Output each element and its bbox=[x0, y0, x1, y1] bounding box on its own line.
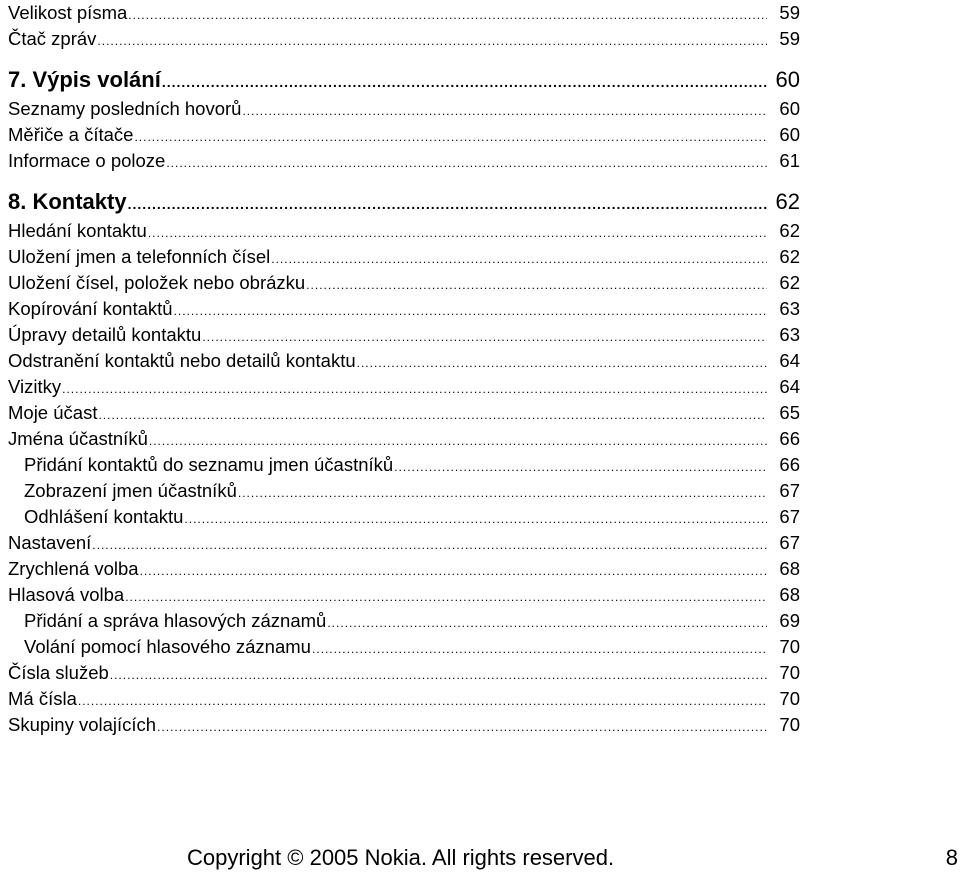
toc-entry-label: Odstranění kontaktů nebo detailů kontaktu bbox=[8, 350, 356, 371]
toc-entry-label: Jména účastníků bbox=[8, 428, 148, 449]
dot-leader bbox=[140, 558, 767, 584]
toc-entry-label: Odhlášení kontaktu bbox=[24, 506, 184, 527]
toc-entry-page: 70 bbox=[779, 662, 800, 683]
toc-entry-label: Uložení jmen a telefonních čísel bbox=[8, 246, 271, 267]
toc-entry-label: Zrychlená volba bbox=[8, 558, 139, 579]
dot-leader bbox=[394, 454, 767, 480]
dot-leader bbox=[110, 662, 767, 688]
dot-leader bbox=[184, 506, 767, 532]
toc-entry-page: 70 bbox=[779, 636, 800, 657]
dot-leader bbox=[92, 532, 767, 558]
toc-entry[interactable] bbox=[8, 660, 800, 686]
dot-leader bbox=[125, 584, 767, 610]
toc-entry-label: Hledání kontaktu bbox=[8, 220, 147, 241]
toc-entry-page: 60 bbox=[779, 124, 800, 145]
page-number: 8 bbox=[945, 845, 958, 870]
toc-entry[interactable] bbox=[8, 634, 800, 660]
toc-entry-label: Uložení čísel, položek nebo obrázku bbox=[8, 272, 306, 293]
toc-entry-page: 62 bbox=[779, 220, 800, 241]
toc-entry-page: 67 bbox=[779, 506, 800, 527]
toc-entry[interactable] bbox=[8, 608, 800, 634]
toc-entry-page: 63 bbox=[779, 298, 800, 319]
toc-entry[interactable] bbox=[8, 122, 800, 148]
toc-entry-label: Hlasová volba bbox=[8, 584, 125, 605]
dot-leader bbox=[128, 2, 767, 28]
toc-entry-label: Má čísla bbox=[8, 688, 77, 709]
toc-entry-page: 70 bbox=[779, 714, 800, 735]
dot-leader bbox=[174, 298, 767, 324]
toc-entry-label: Zobrazení jmen účastníků bbox=[24, 480, 237, 501]
copyright-notice: Copyright © 2005 Nokia. All rights reserved. bbox=[187, 845, 615, 870]
toc-entry-label: Volání pomocí hlasového záznamu bbox=[24, 636, 311, 657]
dot-leader bbox=[97, 28, 767, 54]
dot-leader bbox=[238, 480, 767, 506]
toc-entry-page: 59 bbox=[779, 28, 800, 49]
toc-entry[interactable] bbox=[8, 400, 800, 426]
toc-chapter-heading[interactable] bbox=[8, 52, 800, 96]
toc-entry-label: Vizitky bbox=[8, 376, 62, 397]
dot-leader bbox=[78, 688, 767, 714]
toc-entry-page: 67 bbox=[779, 532, 800, 553]
toc-entry-page: 69 bbox=[779, 610, 800, 631]
toc-entry-page: 60 bbox=[779, 98, 800, 119]
toc-entry-label: Čísla služeb bbox=[8, 662, 109, 683]
toc-entry-label: Přidání kontaktů do seznamu jmen účastníků bbox=[24, 454, 394, 475]
toc-entry-label: Nastavení bbox=[8, 532, 92, 553]
toc-entry-page: 68 bbox=[779, 584, 800, 605]
toc-entry[interactable] bbox=[8, 348, 800, 374]
dot-leader bbox=[62, 376, 767, 402]
dot-leader bbox=[149, 428, 767, 454]
toc-entry[interactable] bbox=[8, 96, 800, 122]
toc-entry-label: Měřiče a čítače bbox=[8, 124, 134, 145]
toc-entry-label: Přidání a správa hlasových záznamů bbox=[24, 610, 327, 631]
toc-entry-page: 62 bbox=[779, 246, 800, 267]
dot-leader bbox=[134, 124, 767, 150]
toc-entry-label: Velikost písma bbox=[8, 2, 128, 23]
toc-entry-page: 61 bbox=[779, 150, 800, 171]
toc-entry[interactable] bbox=[8, 452, 800, 478]
toc-entry[interactable] bbox=[8, 296, 800, 322]
toc-entry-label: Seznamy posledních hovorů bbox=[8, 98, 242, 119]
toc-entry-page: 66 bbox=[779, 428, 800, 449]
dot-leader bbox=[306, 272, 767, 298]
toc-entry-label: Informace o poloze bbox=[8, 150, 166, 171]
toc-entry-label: Moje účast bbox=[8, 402, 98, 423]
toc-entry-page: 68 bbox=[779, 558, 800, 579]
dot-leader bbox=[312, 636, 767, 662]
dot-leader bbox=[357, 350, 767, 376]
toc-entry-page: 62 bbox=[779, 272, 800, 293]
dot-leader bbox=[327, 610, 767, 636]
toc-entry-page: 66 bbox=[779, 454, 800, 475]
toc-entry-page: 67 bbox=[779, 480, 800, 501]
toc-entry-page: 59 bbox=[779, 2, 800, 23]
dot-leader bbox=[157, 714, 767, 740]
toc-entry-label: Skupiny volajících bbox=[8, 714, 157, 735]
toc-entry[interactable] bbox=[8, 582, 800, 608]
toc-entry[interactable] bbox=[8, 504, 800, 530]
table-of-contents bbox=[8, 0, 800, 738]
toc-entry-page: 64 bbox=[779, 350, 800, 371]
toc-entry-label: 8. Kontakty bbox=[8, 189, 127, 214]
toc-entry-label: 7. Výpis volání bbox=[8, 67, 161, 92]
toc-entry[interactable] bbox=[8, 244, 800, 270]
toc-entry[interactable] bbox=[8, 556, 800, 582]
toc-entry-label: Kopírování kontaktů bbox=[8, 298, 173, 319]
toc-entry[interactable] bbox=[8, 322, 800, 348]
toc-entry[interactable] bbox=[8, 686, 800, 712]
toc-chapter-heading[interactable] bbox=[8, 174, 800, 218]
toc-entry[interactable] bbox=[8, 0, 800, 26]
dot-leader bbox=[148, 220, 767, 246]
dot-leader bbox=[271, 246, 767, 272]
toc-entry-page: 62 bbox=[775, 189, 800, 214]
toc-entry-page: 65 bbox=[779, 402, 800, 423]
toc-entry-label: Čtač zpráv bbox=[8, 28, 97, 49]
toc-entry[interactable] bbox=[8, 270, 800, 296]
toc-entry-label: Úpravy detailů kontaktu bbox=[8, 324, 202, 345]
toc-entry-page: 64 bbox=[779, 376, 800, 397]
dot-leader bbox=[242, 98, 767, 124]
toc-entry[interactable] bbox=[8, 426, 800, 452]
toc-entry-page: 60 bbox=[775, 67, 800, 92]
toc-entry[interactable] bbox=[8, 712, 800, 738]
toc-entry[interactable] bbox=[8, 148, 800, 174]
page-footer bbox=[0, 842, 960, 874]
toc-entry[interactable] bbox=[8, 478, 800, 504]
toc-entry-page: 70 bbox=[779, 688, 800, 709]
toc-entry[interactable] bbox=[8, 374, 800, 400]
toc-entry[interactable] bbox=[8, 26, 800, 52]
toc-entry-page: 63 bbox=[779, 324, 800, 345]
dot-leader bbox=[98, 402, 767, 428]
dot-leader bbox=[202, 324, 767, 350]
dot-leader bbox=[166, 150, 767, 176]
toc-entry[interactable] bbox=[8, 530, 800, 556]
toc-entry[interactable] bbox=[8, 218, 800, 244]
